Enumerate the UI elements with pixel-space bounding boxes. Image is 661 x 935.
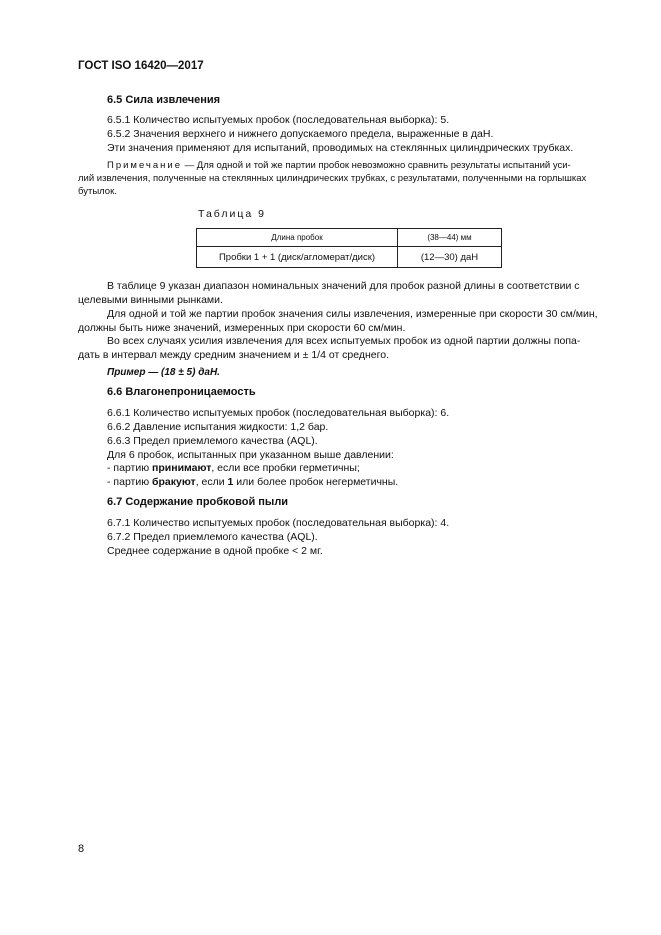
bullet-text: или более пробок негерметичны. [233, 476, 399, 488]
note-line-3: бутылок. [78, 186, 117, 197]
para-1-line-1: В таблице 9 указан диапазон номинальных значений для пробок разной длины в соответствии с [107, 280, 580, 292]
table-cell: Пробки 1 + 1 (диск/агломерат/диск) [197, 247, 398, 268]
note-line-1 [107, 159, 613, 172]
para-2-line-1: Для одной и той же партии пробок значения силы извлечения, измеренные при скорости 30 см/мин, [107, 308, 598, 320]
line-6-6-2: 6.6.2 Давление испытания жидкости: 1,2 бар. [107, 421, 329, 433]
section-6-6-title: 6.6 Влагонепроницаемость [107, 386, 256, 398]
bullet-bold: 1 [227, 476, 234, 488]
para-2-line-2: должны быть ниже значений, измеренных при скорости 60 см/мин. [78, 322, 406, 334]
note-line-2: лий извлечения, полученные на стеклянных цилиндрических трубках, с результатами, полученными на горлышках [78, 173, 587, 184]
line-6-5-values: Эти значения применяют для испытаний, проводимых на стеклянных цилиндрических трубках. [107, 142, 574, 154]
bullet-text: - партию [107, 476, 153, 488]
line-6-6-intro: Для 6 пробок, испытанных при указанном выше давлении: [107, 449, 394, 461]
bullet-text: , если все пробки герметичны; [211, 462, 360, 474]
note-text: — Для одной и той же партии пробок невозможно сравнить результаты испытаний уси- [184, 160, 571, 171]
section-6-5-title: 6.5 Сила извлечения [107, 94, 221, 106]
bullet-reject [107, 475, 398, 489]
table-header-cell: (38—44) мм [398, 229, 502, 247]
line-6-7-2: 6.7.2 Предел приемлемого качества (AQL). [107, 531, 318, 543]
example: Пример — (18 ± 5) даН. [107, 367, 220, 378]
table-header-row [197, 229, 502, 247]
para-3-line-2: дать в интервал между средним значением и ± 1/4 от среднего. [78, 349, 389, 361]
para-3-line-1: Во всех случаях усилия извлечения для всех испытуемых пробок из одной партии должны попа- [107, 335, 581, 347]
bullet-text: , если [195, 476, 228, 488]
line-6-7-content: Среднее содержание в одной пробке < 2 мг. [107, 545, 323, 557]
document-header: ГОСТ ISO 16420—2017 [78, 60, 204, 72]
table-caption: Таблица 9 [198, 208, 266, 220]
page-number: 8 [78, 843, 85, 855]
bullet-bold: принимают [152, 462, 212, 474]
bullet-accept [107, 461, 360, 475]
note-label: Примечание [107, 160, 182, 171]
line-6-7-1: 6.7.1 Количество испытуемых пробок (последовательная выборка): 4. [107, 517, 450, 529]
table-cell: (12—30) даН [398, 247, 502, 268]
bullet-bold: бракуют [152, 476, 196, 488]
bullet-text: - партию [107, 462, 153, 474]
line-6-5-1: 6.5.1 Количество испытуемых пробок (последовательная выборка): 5. [107, 114, 450, 126]
line-6-6-3: 6.6.3 Предел приемлемого качества (AQL). [107, 435, 318, 447]
table-header-cell: Длина пробок [197, 229, 398, 247]
line-6-5-2: 6.5.2 Значения верхнего и нижнего допускаемого предела, выраженные в даН. [107, 128, 494, 140]
table-9 [196, 228, 502, 268]
section-6-7-title: 6.7 Содержание пробковой пыли [107, 496, 289, 508]
line-6-6-1: 6.6.1 Количество испытуемых пробок (последовательная выборка): 6. [107, 407, 450, 419]
para-1-line-2: целевыми винными рынками. [78, 294, 223, 306]
table-row [197, 247, 502, 268]
